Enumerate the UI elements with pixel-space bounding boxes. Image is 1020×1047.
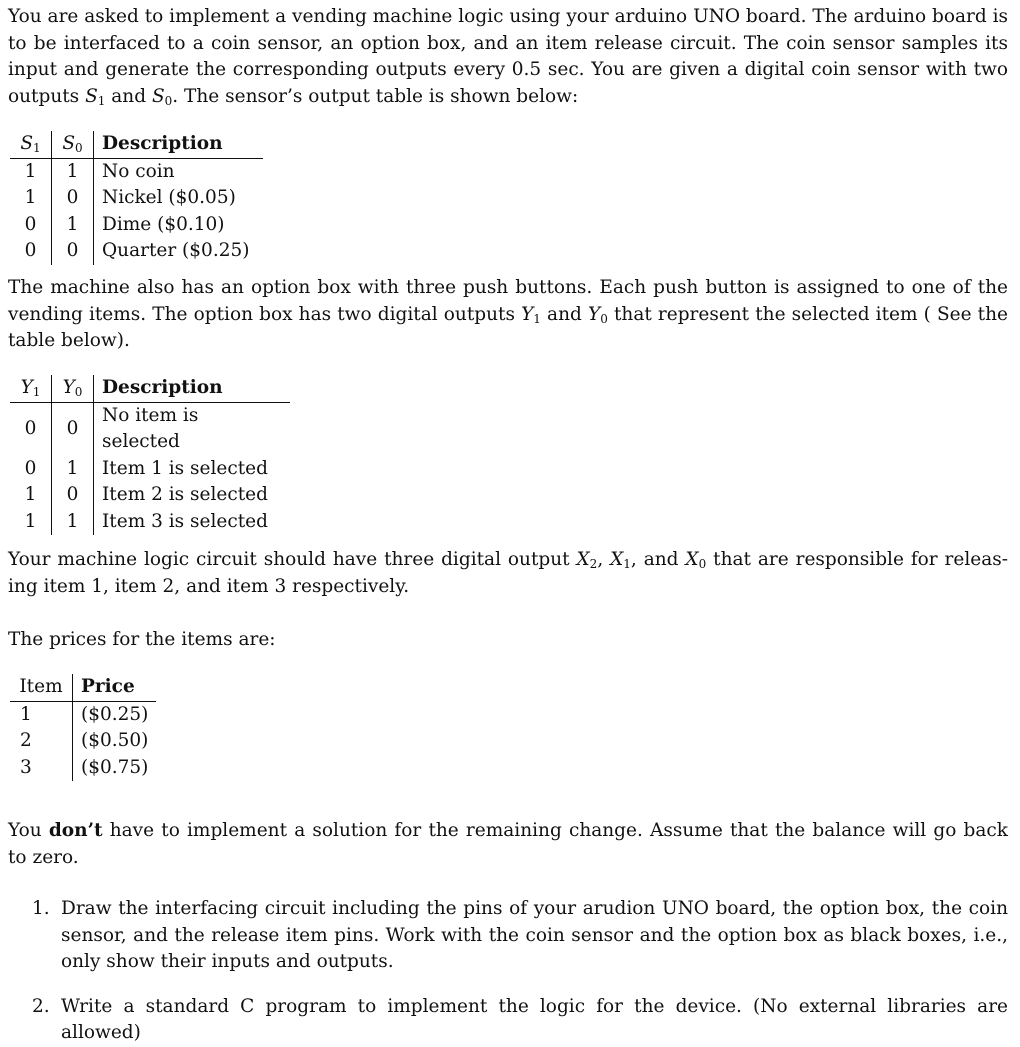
y0-symbol: $Y_0$ [587,303,608,326]
table-row: 2 ($0.50) [10,728,156,755]
question-text: Write a standard C program to implement the logic for the device. (No external libraries are allowed) [61,995,1008,1043]
column-header-description: Description [94,131,264,158]
table-row: 1 1 No coin [10,158,263,185]
column-header-s1: $S_1$ [10,131,52,158]
column-header-price: Price [73,674,157,701]
s0-symbol: $S_0$ [151,85,173,108]
table-row: 0 1 Dime ($0.10) [10,212,263,239]
table-row: 0 1 Item 1 is selected [10,456,290,483]
table-row: 1 1 Item 3 is selected [10,509,290,536]
column-header-y0: $Y_0$ [52,375,94,402]
table-row: 1 ($0.25) [10,701,156,728]
table-row: 3 ($0.75) [10,755,156,782]
change-paragraph: You don’t have to implement a solution for the remaining change. Assume that the balance will go back to zero. [8,820,1008,868]
prices-intro: The prices for the items are: [8,629,276,650]
option-box-table [10,375,290,535]
option-box-paragraph: The machine also has an option box with three push buttons. Each push button is assigned to one of the vending items. The option box has two digital outputs $Y_1$ and $Y_0$ that represent the selected item ( See the table below). [8,277,1008,351]
column-header-s0: $S_0$ [52,131,94,158]
x0-symbol: $X_0$ [685,549,707,571]
table-header-row [10,375,290,402]
question-text: Draw the interfacing circuit including the pins of your arudion UNO board, the option box, the coin sensor, and the release item pins. Work with the coin sensor and the option box as black boxes, i.e., only show their inputs and outputs. [61,898,1008,972]
price-table [10,674,156,781]
s1-symbol: $S_1$ [85,85,106,108]
question-item [32,896,1008,976]
table-row: 1 0 Nickel ($0.05) [10,185,263,212]
intro-paragraph: You are asked to implement a vending machine logic using your arduino UNO board. The arduino board is to be interfaced to a coin sensor, an option box, and an item release circuit. The coin sensor samples its input and generate the corresponding outputs every 0.5 sec. You are given a digital coin sensor with two outputs $S_1$ and $S_0$. The sensor’s output table is shown below: [8,6,1008,108]
table-row: 1 0 Item 2 is selected [10,482,290,509]
column-header-y1: $Y_1$ [10,375,52,402]
question-number: 1. [32,898,50,919]
column-header-item: Item [10,674,73,701]
sensor-output-table [10,131,263,265]
question-number: 2. [32,995,50,1017]
x1-symbol: $X_1$ [610,549,631,571]
column-header-description: Description [94,375,291,402]
table-header-row [10,131,263,158]
table-row: 0 0 No item is selected [10,402,290,456]
output-paragraph: Your machine logic circuit should have three digital output $X_2$, $X_1$, and $X_0$ that are responsible for releas-ing item 1, item 2, and item 3 respectively. [8,549,1008,597]
table-header-row [10,674,156,701]
emphasis-dont: don’t [48,820,103,841]
table-row: 0 0 Quarter ($0.25) [10,238,263,265]
question-item [32,994,1008,1047]
x2-symbol: $X_2$ [576,549,598,571]
y1-symbol: $Y_1$ [521,303,541,326]
